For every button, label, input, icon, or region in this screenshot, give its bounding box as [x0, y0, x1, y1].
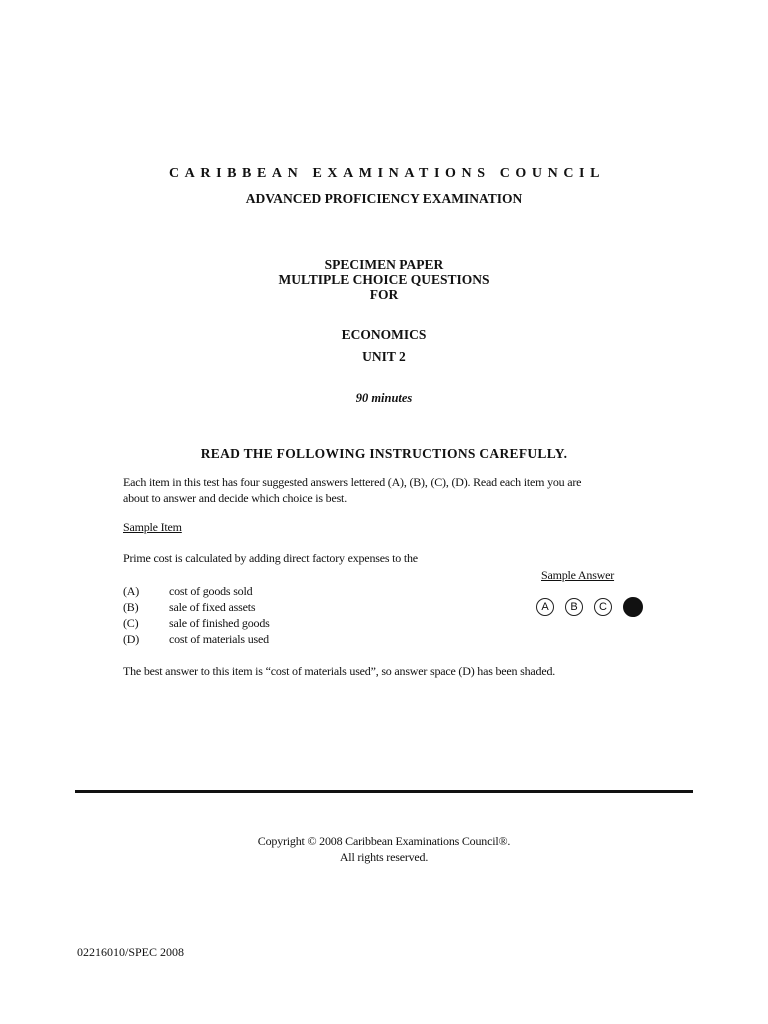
paper-code: 02216010/SPEC 2008 — [77, 945, 185, 959]
instructions-intro — [123, 474, 703, 506]
question-stem: Prime cost is calculated by adding direct factory expenses to the — [123, 551, 418, 565]
copyright-line: Copyright © 2008 Caribbean Examinations Council®. — [257, 834, 511, 848]
bubble-d-filled — [623, 597, 643, 617]
sample-answer-label: Sample Answer — [541, 568, 615, 582]
option-text: sale of finished goods — [169, 616, 270, 630]
unit-title: UNIT 2 — [362, 349, 406, 364]
option-text: cost of goods sold — [169, 584, 253, 598]
option-text: sale of fixed assets — [169, 600, 256, 614]
option-d — [123, 631, 270, 647]
council-title: CARIBBEAN EXAMINATIONS COUNCIL — [168, 166, 606, 181]
option-b — [123, 599, 270, 615]
sample-answer-bubbles — [536, 598, 654, 617]
divider — [75, 790, 693, 793]
option-letter: (D) — [123, 632, 140, 646]
copyright-line: All rights reserved. — [339, 850, 429, 864]
bubble-a: A — [536, 598, 554, 616]
option-text: cost of materials used — [169, 632, 269, 646]
paper-title — [0, 257, 768, 302]
paper-title-line: FOR — [369, 287, 399, 302]
paper-title-line: MULTIPLE CHOICE QUESTIONS — [278, 272, 490, 287]
exam-title: ADVANCED PROFICIENCY EXAMINATION — [245, 191, 523, 206]
bubble-b: B — [565, 598, 583, 616]
option-c — [123, 615, 270, 631]
bubble-c: C — [594, 598, 612, 616]
copyright — [0, 833, 768, 865]
duration: 90 minutes — [355, 391, 413, 405]
option-letter: (C) — [123, 616, 139, 630]
intro-line: about to answer and decide which choice is best. — [123, 491, 347, 505]
answer-options — [123, 583, 270, 647]
instructions-heading: READ THE FOLLOWING INSTRUCTIONS CAREFULLY. — [200, 446, 568, 461]
paper-title-line: SPECIMEN PAPER — [324, 257, 444, 272]
option-a — [123, 583, 270, 599]
sample-item-label: Sample Item — [123, 520, 182, 534]
subject-title: ECONOMICS — [341, 327, 427, 342]
intro-line: Each item in this test has four suggested answers lettered (A), (B), (C), (D). Read each item you are — [123, 475, 582, 489]
best-answer-note: The best answer to this item is “cost of materials used”, so answer space (D) has been shaded. — [123, 664, 556, 678]
option-letter: (A) — [123, 584, 140, 598]
option-letter: (B) — [123, 600, 139, 614]
